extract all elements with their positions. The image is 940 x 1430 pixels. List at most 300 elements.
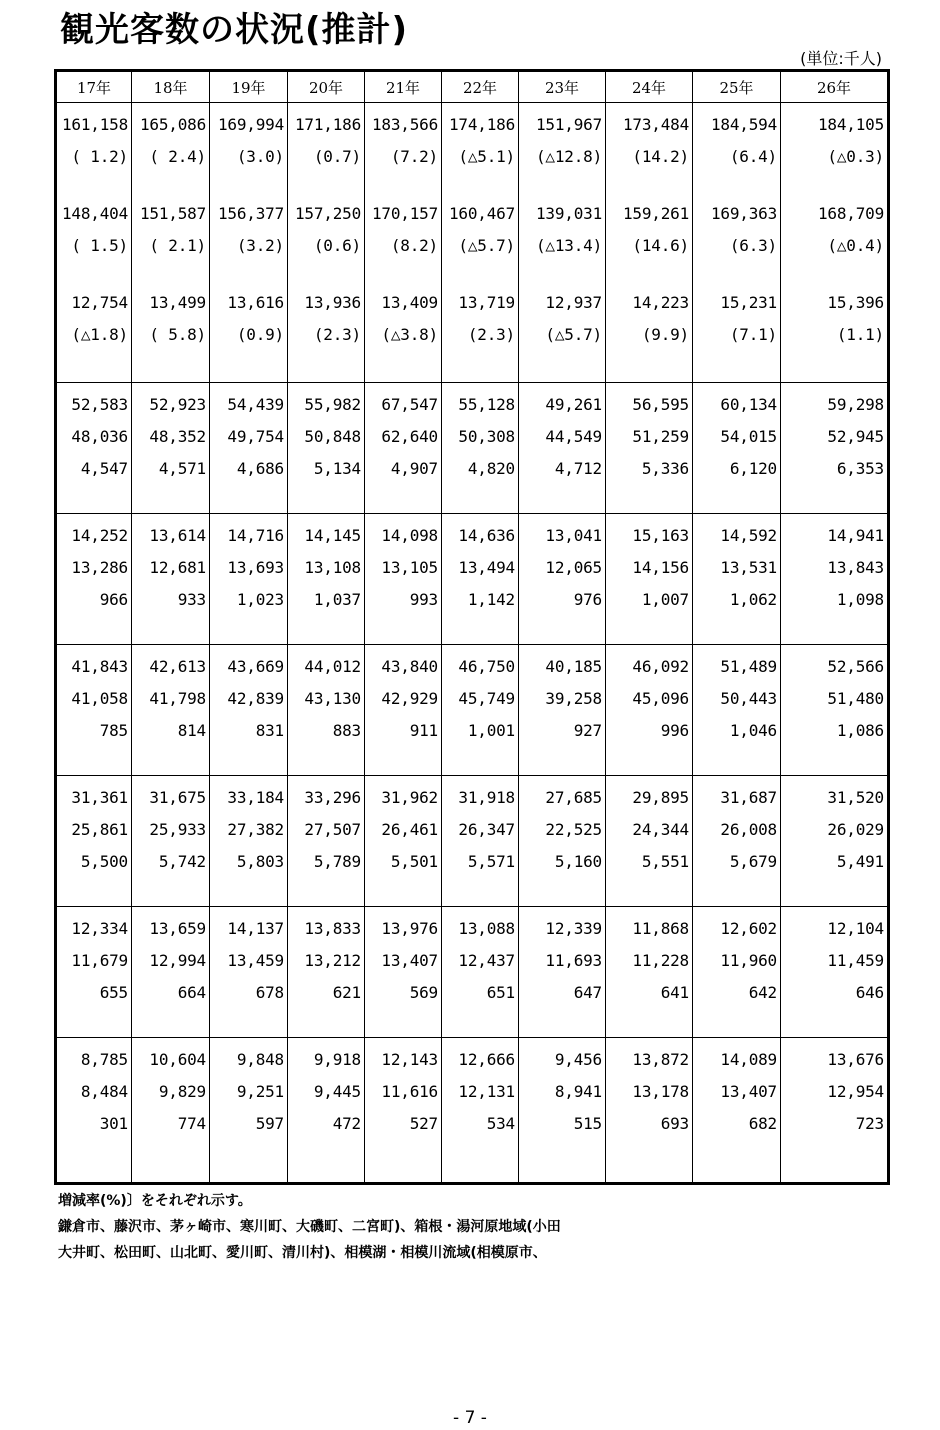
year-header-row [56,71,889,103]
cell-value: 55,128 [458,395,515,414]
cell-value: (7.2) [390,147,438,166]
cell-value: 13,459 [227,951,284,970]
cell-value: (0.6) [313,236,361,255]
data-cell [365,383,442,514]
cell-value: 12,339 [545,919,602,938]
cell-value: 13,178 [632,1082,689,1101]
cell-value: 56,595 [632,395,689,414]
cell-value: 1,001 [467,721,515,740]
data-cell [210,383,288,514]
cell-value: 1,098 [836,590,884,609]
cell-value: 8,785 [80,1050,128,1069]
cell-value: 41,843 [71,657,128,676]
cell-value: 159,261 [622,204,689,223]
cell-value: 14,636 [458,526,515,545]
cell-value: 646 [855,983,884,1002]
data-cell [781,1038,889,1184]
cell-spacer [210,173,284,198]
cell-value: 13,409 [381,293,438,312]
cell-spacer [606,173,689,198]
cell-value: 5,551 [641,852,689,871]
data-cell [606,514,693,645]
cell-value: 45,749 [458,689,515,708]
cell-value: 14,098 [381,526,438,545]
data-cell [288,907,365,1038]
cell-value: 655 [99,983,128,1002]
cell-value: (0.9) [236,325,284,344]
cell-value: 5,501 [390,852,438,871]
cell-value: 49,261 [545,395,602,414]
data-cell [365,103,442,383]
cell-spacer [57,173,128,198]
cell-value: (△5.7) [545,325,602,344]
cell-spacer [365,262,438,287]
data-cell [781,103,889,383]
cell-value: 33,184 [227,788,284,807]
cell-value: 1,062 [729,590,777,609]
cell-value: 5,500 [80,852,128,871]
data-cell [210,514,288,645]
cell-value: 183,566 [371,115,438,134]
cell-value: (1.1) [836,325,884,344]
cell-value: 184,105 [817,115,884,134]
cell-value: 52,923 [149,395,206,414]
data-cell [365,1038,442,1184]
cell-value: 161,158 [61,115,128,134]
cell-value: 693 [660,1114,689,1133]
cell-value: 933 [177,590,206,609]
cell-value: 173,484 [622,115,689,134]
cell-value: 8,941 [554,1082,602,1101]
data-cell [693,645,781,776]
cell-value: 151,587 [139,204,206,223]
cell-value: 52,566 [827,657,884,676]
data-group-row [56,103,889,383]
year-header-cell: 26年 [781,71,889,103]
cell-value: 50,848 [304,427,361,446]
data-cell [210,645,288,776]
cell-value: 51,489 [720,657,777,676]
page-title: 観光客数の状況(推計) [60,10,409,50]
cell-value: (7.1) [729,325,777,344]
cell-value: 5,491 [836,852,884,871]
year-header-cell: 23年 [519,71,606,103]
year-header-cell: 22年 [442,71,519,103]
cell-value: (△12.8) [535,147,602,166]
cell-value: 6,353 [836,459,884,478]
cell-value: 5,336 [641,459,689,478]
data-cell [288,1038,365,1184]
data-cell [56,907,132,1038]
data-cell [781,776,889,907]
cell-value: 4,571 [158,459,206,478]
cell-value: 472 [332,1114,361,1133]
data-group-row [56,514,889,645]
cell-value: (3.2) [236,236,284,255]
cell-value: 151,967 [535,115,602,134]
cell-value: 27,507 [304,820,361,839]
cell-value: 927 [573,721,602,740]
data-cell [693,1038,781,1184]
cell-value: 5,742 [158,852,206,871]
cell-value: 4,547 [80,459,128,478]
cell-value: 13,872 [632,1050,689,1069]
cell-value: 24,344 [632,820,689,839]
cell-value: 52,945 [827,427,884,446]
cell-spacer [288,262,361,287]
data-cell [606,1038,693,1184]
cell-value: 31,520 [827,788,884,807]
cell-value: 13,088 [458,919,515,938]
cell-value: 966 [99,590,128,609]
cell-value: (2.3) [313,325,361,344]
cell-value: 15,396 [827,293,884,312]
cell-value: 723 [855,1114,884,1133]
cell-value: 14,089 [720,1050,777,1069]
data-cell [519,645,606,776]
cell-value: 13,531 [720,558,777,577]
cell-value: 5,571 [467,852,515,871]
cell-value: 43,840 [381,657,438,676]
cell-value: (△5.1) [458,147,515,166]
data-cell [365,907,442,1038]
cell-value: 33,296 [304,788,361,807]
data-cell [132,776,210,907]
cell-value: 43,130 [304,689,361,708]
cell-value: 785 [99,721,128,740]
cell-value: 13,499 [149,293,206,312]
cell-value: 11,228 [632,951,689,970]
cell-value: (△13.4) [535,236,602,255]
cell-value: 156,377 [217,204,284,223]
cell-spacer [693,262,777,287]
cell-value: (14.6) [632,236,689,255]
cell-value: 1,086 [836,721,884,740]
cell-value: 31,962 [381,788,438,807]
cell-value: 883 [332,721,361,740]
cell-value: (8.2) [390,236,438,255]
cell-value: 515 [573,1114,602,1133]
cell-value: 13,936 [304,293,361,312]
cell-value: 31,361 [71,788,128,807]
cell-value: 13,693 [227,558,284,577]
data-cell [132,645,210,776]
cell-value: 1,037 [313,590,361,609]
cell-value: 13,976 [381,919,438,938]
cell-value: 993 [409,590,438,609]
cell-value: 46,092 [632,657,689,676]
cell-value: (△5.7) [458,236,515,255]
cell-value: 14,156 [632,558,689,577]
data-cell [606,103,693,383]
cell-value: (△1.8) [71,325,128,344]
cell-value: ( 1.5) [71,236,128,255]
footnotes [58,1188,561,1266]
cell-value: 13,843 [827,558,884,577]
cell-spacer [132,173,206,198]
cell-value: 168,709 [817,204,884,223]
cell-value: 44,012 [304,657,361,676]
data-cell [210,907,288,1038]
data-cell [56,645,132,776]
cell-value: 12,143 [381,1050,438,1069]
data-cell [132,383,210,514]
cell-value: 5,134 [313,459,361,478]
cell-value: 59,298 [827,395,884,414]
data-cell [606,383,693,514]
cell-value: 14,716 [227,526,284,545]
data-cell [288,645,365,776]
cell-value: 13,719 [458,293,515,312]
cell-value: 5,679 [729,852,777,871]
cell-value: 13,286 [71,558,128,577]
cell-value: 26,461 [381,820,438,839]
cell-value: 49,754 [227,427,284,446]
cell-value: 13,676 [827,1050,884,1069]
cell-value: 11,679 [71,951,128,970]
cell-value: (△0.4) [827,236,884,255]
cell-value: 14,145 [304,526,361,545]
data-cell [210,776,288,907]
data-cell [781,645,889,776]
data-cell [442,103,519,383]
data-cell [442,907,519,1038]
year-header-cell: 20年 [288,71,365,103]
cell-value: 50,443 [720,689,777,708]
unit-label: (単位:千人) [800,49,882,68]
cell-value: (14.2) [632,147,689,166]
cell-value: 41,058 [71,689,128,708]
cell-spacer [519,173,602,198]
data-cell [519,907,606,1038]
cell-value: 9,445 [313,1082,361,1101]
cell-value: (△0.3) [827,147,884,166]
data-cell [442,645,519,776]
data-cell [519,776,606,907]
cell-value: 569 [409,983,438,1002]
cell-value: 13,108 [304,558,361,577]
data-cell [693,776,781,907]
tourist-count-table [54,69,890,1185]
cell-value: 12,131 [458,1082,515,1101]
cell-value: 8,484 [80,1082,128,1101]
page-number: - 7 - [453,1408,487,1428]
cell-value: 15,163 [632,526,689,545]
cell-value: 10,604 [149,1050,206,1069]
cell-value: 1,142 [467,590,515,609]
cell-value: (△3.8) [381,325,438,344]
cell-value: 54,015 [720,427,777,446]
cell-spacer [693,173,777,198]
cell-value: 40,185 [545,657,602,676]
cell-value: 11,960 [720,951,777,970]
cell-spacer [132,262,206,287]
cell-spacer [781,262,884,287]
cell-value: 1,007 [641,590,689,609]
cell-value: 169,363 [710,204,777,223]
data-cell [606,907,693,1038]
data-group-row [56,907,889,1038]
cell-value: 31,918 [458,788,515,807]
data-cell [365,514,442,645]
cell-value: 641 [660,983,689,1002]
cell-value: 171,186 [294,115,361,134]
cell-value: 4,686 [236,459,284,478]
cell-value: 597 [255,1114,284,1133]
cell-spacer [365,173,438,198]
data-group-row [56,776,889,907]
cell-value: 14,941 [827,526,884,545]
cell-value: 29,895 [632,788,689,807]
cell-value: 12,681 [149,558,206,577]
cell-value: 13,212 [304,951,361,970]
year-header-cell: 18年 [132,71,210,103]
data-cell [288,103,365,383]
data-cell [56,103,132,383]
data-cell [781,514,889,645]
cell-spacer [519,262,602,287]
footnote-line: 鎌倉市、藤沢市、茅ヶ崎市、寒川町、大磯町、二宮町)、箱根・湯河原地域(小田 [58,1219,561,1235]
cell-value: 41,798 [149,689,206,708]
data-cell [56,514,132,645]
data-cell [693,514,781,645]
cell-value: ( 1.2) [71,147,128,166]
cell-value: 169,994 [217,115,284,134]
cell-value: 12,666 [458,1050,515,1069]
cell-value: 4,907 [390,459,438,478]
cell-spacer [442,173,515,198]
cell-value: 682 [748,1114,777,1133]
cell-value: 527 [409,1114,438,1133]
cell-value: 814 [177,721,206,740]
cell-value: 12,937 [545,293,602,312]
data-cell [781,383,889,514]
cell-value: 26,008 [720,820,777,839]
data-cell [132,514,210,645]
cell-value: 13,407 [720,1082,777,1101]
cell-value: 774 [177,1114,206,1133]
data-cell [519,383,606,514]
cell-value: 621 [332,983,361,1002]
data-cell [132,1038,210,1184]
cell-value: 911 [409,721,438,740]
cell-value: 54,439 [227,395,284,414]
data-group-row [56,645,889,776]
data-cell [210,103,288,383]
cell-value: 301 [99,1114,128,1133]
cell-value: 139,031 [535,204,602,223]
cell-value: 48,036 [71,427,128,446]
data-cell [693,383,781,514]
cell-value: 12,334 [71,919,128,938]
cell-value: 5,789 [313,852,361,871]
cell-value: 31,687 [720,788,777,807]
cell-value: 26,347 [458,820,515,839]
cell-value: 160,467 [448,204,515,223]
cell-value: 52,583 [71,395,128,414]
cell-value: 12,065 [545,558,602,577]
data-cell [442,776,519,907]
cell-value: 14,223 [632,293,689,312]
cell-value: 13,616 [227,293,284,312]
cell-value: 42,613 [149,657,206,676]
cell-value: 11,693 [545,951,602,970]
cell-value: 62,640 [381,427,438,446]
cell-value: 13,105 [381,558,438,577]
year-header-cell: 21年 [365,71,442,103]
cell-value: ( 2.1) [149,236,206,255]
data-cell [288,776,365,907]
data-cell [442,1038,519,1184]
cell-value: 11,616 [381,1082,438,1101]
cell-value: ( 2.4) [149,147,206,166]
cell-value: 13,407 [381,951,438,970]
cell-value: (2.3) [467,325,515,344]
data-cell [606,645,693,776]
cell-value: (6.3) [729,236,777,255]
cell-value: 13,041 [545,526,602,545]
cell-value: 13,833 [304,919,361,938]
cell-value: 67,547 [381,395,438,414]
cell-value: 25,861 [71,820,128,839]
cell-value: 11,459 [827,951,884,970]
cell-value: (9.9) [641,325,689,344]
cell-value: 31,675 [149,788,206,807]
cell-value: 6,120 [729,459,777,478]
cell-value: 25,933 [149,820,206,839]
cell-value: 976 [573,590,602,609]
cell-value: 13,614 [149,526,206,545]
year-header-cell: 25年 [693,71,781,103]
cell-value: 14,252 [71,526,128,545]
cell-spacer [606,262,689,287]
cell-value: 27,685 [545,788,602,807]
cell-value: 148,404 [61,204,128,223]
cell-value: 184,594 [710,115,777,134]
cell-spacer [57,262,128,287]
cell-value: 12,994 [149,951,206,970]
cell-spacer [781,173,884,198]
cell-value: 9,251 [236,1082,284,1101]
data-cell [365,776,442,907]
cell-value: 831 [255,721,284,740]
cell-value: 642 [748,983,777,1002]
cell-value: 27,382 [227,820,284,839]
cell-value: 39,258 [545,689,602,708]
cell-value: 5,160 [554,852,602,871]
cell-value: 12,954 [827,1082,884,1101]
footnote-line: 大井町、松田町、山北町、愛川町、清川村)、相模湖・相模川流域(相模原市、 [58,1245,547,1261]
data-cell [210,1038,288,1184]
cell-value: 12,104 [827,919,884,938]
cell-value: 534 [486,1114,515,1133]
cell-value: (6.4) [729,147,777,166]
cell-value: 51,259 [632,427,689,446]
cell-value: 9,848 [236,1050,284,1069]
data-cell [56,1038,132,1184]
cell-value: (3.0) [236,147,284,166]
cell-value: 11,868 [632,919,689,938]
data-cell [519,103,606,383]
data-cell [693,103,781,383]
cell-value: 51,480 [827,689,884,708]
data-cell [288,514,365,645]
data-group-row [56,383,889,514]
cell-value: 15,231 [720,293,777,312]
cell-value: 165,086 [139,115,206,134]
data-cell [442,514,519,645]
cell-value: 174,186 [448,115,515,134]
